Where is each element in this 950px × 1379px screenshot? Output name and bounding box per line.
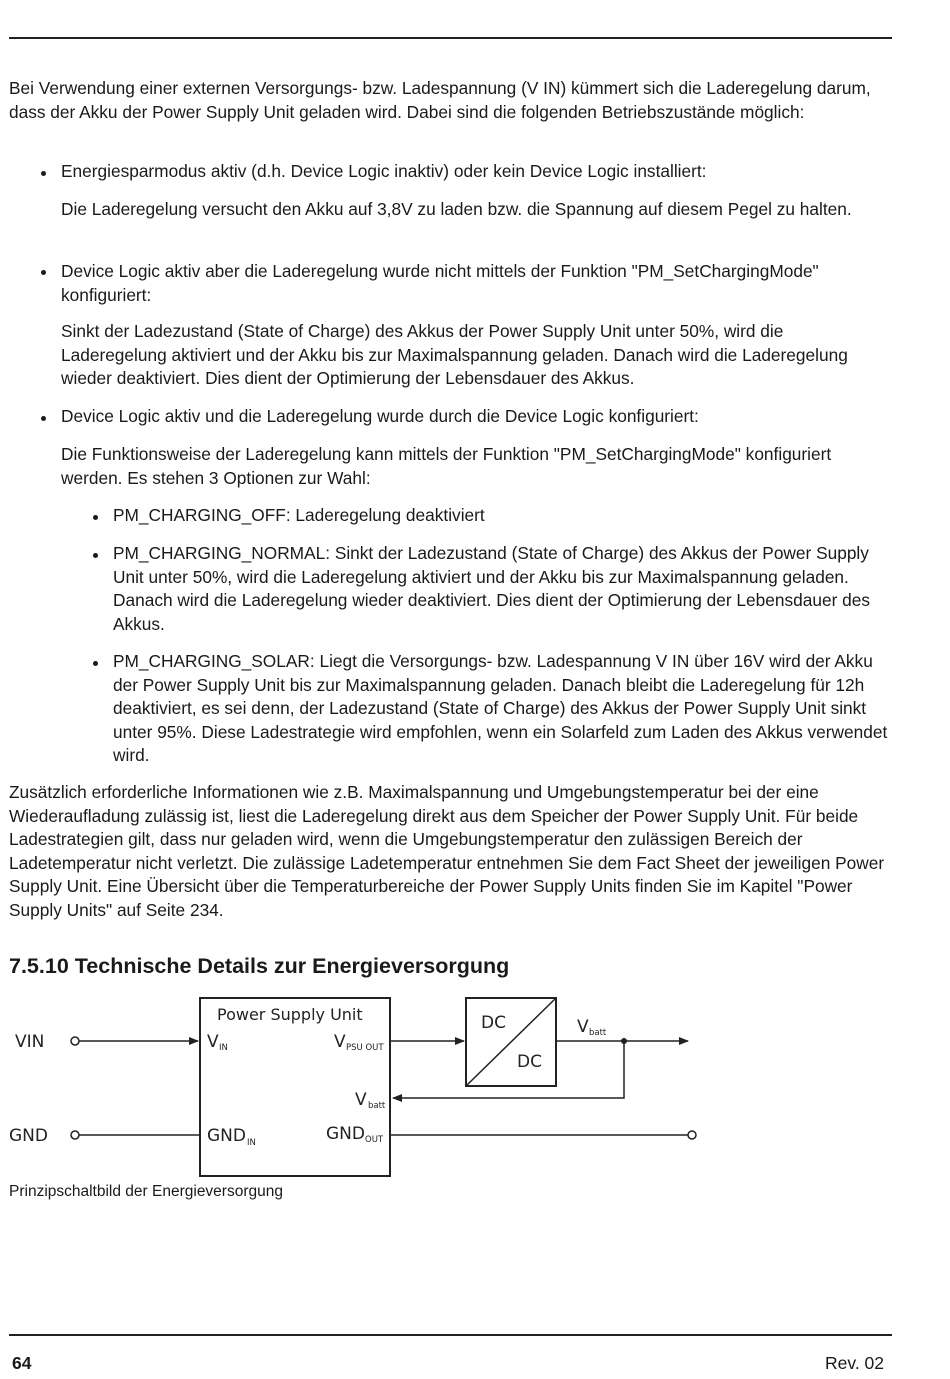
- vpsu-out-port-subscript: PSU OUT: [346, 1043, 384, 1053]
- option-charging-off: PM_CHARGING_OFF: Laderegelung deaktiviert: [113, 505, 485, 525]
- vbatt-port-subscript: batt: [368, 1101, 386, 1111]
- summary-paragraph: Zusätzlich erforderliche Informationen wie z.B. Maximalspannung und Umgebungstemperatur bei der eine Wiederaufladung zulässig ist, liest die Laderegelung direkt aus dem Speicher der Power Supply Unit. Für beide Ladestrategien gilt, dass nur geladen wird, wenn die Umgebungstemperatur den zulässigen Bereich der Ladetemperatur nicht verletzt. Die zulässige Ladetemperatur entnehmen Sie dem Fact Sheet der jeweiligen Power Supply Unit. Eine Übersicht über die Temperaturbereiche der Power Supply Units finden Sie im Kapitel "Power Supply Units" auf Seite 234.: [9, 782, 885, 920]
- vin-label: VIN: [15, 1032, 45, 1052]
- bullet-marker: [41, 171, 46, 176]
- revision-label: Rev. 02: [825, 1353, 885, 1373]
- gnd-label: GND: [9, 1126, 48, 1146]
- diagram-caption: Prinzipschaltbild der Energieversorgung: [9, 1183, 283, 1200]
- section-heading: 7.5.10 Technische Details zur Energieversorgung: [9, 954, 510, 978]
- header-rule: [9, 37, 892, 39]
- intro-paragraph: Bei Verwendung einer externen Versorgungs- bzw. Ladespannung (V IN) kümmert sich die Laderegelung darum, dass der Akku der Power Supply Unit geladen wird. Dabei sind die folgenden Betriebszustände möglich:: [9, 78, 871, 122]
- gnd-in-port-letters: GND: [207, 1126, 246, 1146]
- vbatt-output-subscript: batt: [589, 1028, 607, 1038]
- vpsu-out-port-letter: V: [334, 1032, 346, 1052]
- bullet-3-body: Die Funktionsweise der Laderegelung kann mittels der Funktion "PM_SetChargingMode" konfiguriert werden. Es stehen 3 Optionen zur Wahl:: [61, 444, 832, 488]
- gnd-out-terminal: [688, 1131, 696, 1139]
- dc-output-label: DC: [517, 1052, 542, 1072]
- bullet-2-body: Sinkt der Ladezustand (State of Charge) des Akkus der Power Supply Unit unter 50%, wird die Laderegelung aktiviert und der Akku bis zur Maximalspannung geladen. Danach wird die Laderegelung wieder deaktiviert. Dies dient der Optimierung der Lebensdauer des Akkus.: [61, 321, 848, 388]
- bullet-3-title: Device Logic aktiv und die Laderegelung wurde durch die Device Logic konfiguriert:: [61, 406, 699, 426]
- footer-rule: [9, 1334, 892, 1336]
- bullet-marker: [93, 661, 98, 666]
- bullet-1-body: Die Laderegelung versucht den Akku auf 3,8V zu laden bzw. die Spannung auf diesem Pegel zu halten.: [61, 199, 852, 219]
- vbatt-port-letter: V: [355, 1090, 367, 1110]
- power-supply-diagram: [0, 990, 950, 1180]
- dc-input-label: DC: [481, 1013, 506, 1033]
- gnd-out-port-letters: GND: [326, 1124, 365, 1144]
- gnd-terminal: [71, 1131, 79, 1139]
- bullet-marker: [93, 515, 98, 520]
- option-charging-solar: PM_CHARGING_SOLAR: Liegt die Versorgungs- bzw. Ladespannung V IN über 16V wird der Akku der Power Supply Unit bis zur Maximalspannung geladen. Danach bleibt die Laderegelung für 12h deaktiviert, es sei denn, der Ladezustand (State of Charge) des Akkus der Power Supply Unit sinkt unter 95%. Diese Ladestrategie wird empfohlen, wenn ein Solarfeld zum Laden des Akkus verwendet wird.: [113, 651, 888, 765]
- psu-block: [200, 998, 390, 1176]
- psu-title: Power Supply Unit: [217, 1005, 363, 1024]
- vin-terminal: [71, 1037, 79, 1045]
- gnd-out-port-subscript: OUT: [365, 1135, 384, 1145]
- bullet-2-title: Device Logic aktiv aber die Laderegelung wurde nicht mittels der Funktion "PM_SetChargingMode" konfiguriert:: [61, 261, 819, 305]
- converter-diagonal: [466, 998, 556, 1086]
- option-charging-normal: PM_CHARGING_NORMAL: Sinkt der Ladezustand (State of Charge) des Akkus der Power Supply Unit unter 50%, wird die Laderegelung aktiviert und der Akku bis zur Maximalspannung geladen. Danach wird die Laderegelung wieder deaktiviert. Dies dient der Optimierung der Lebensdauer des Akkus.: [113, 543, 870, 634]
- vin-port-subscript: IN: [219, 1043, 228, 1053]
- bullet-1-title: Energiesparmodus aktiv (d.h. Device Logic inaktiv) oder kein Device Logic installiert:: [61, 161, 707, 181]
- bullet-marker: [41, 416, 46, 421]
- vbatt-feedback-wire: [393, 1041, 624, 1098]
- gnd-in-port-subscript: IN: [247, 1138, 256, 1148]
- bullet-marker: [93, 553, 98, 558]
- page-number: 64: [12, 1353, 32, 1373]
- vin-port-letter: V: [207, 1032, 219, 1052]
- vbatt-output-letter: V: [577, 1017, 589, 1037]
- bullet-marker: [41, 270, 46, 275]
